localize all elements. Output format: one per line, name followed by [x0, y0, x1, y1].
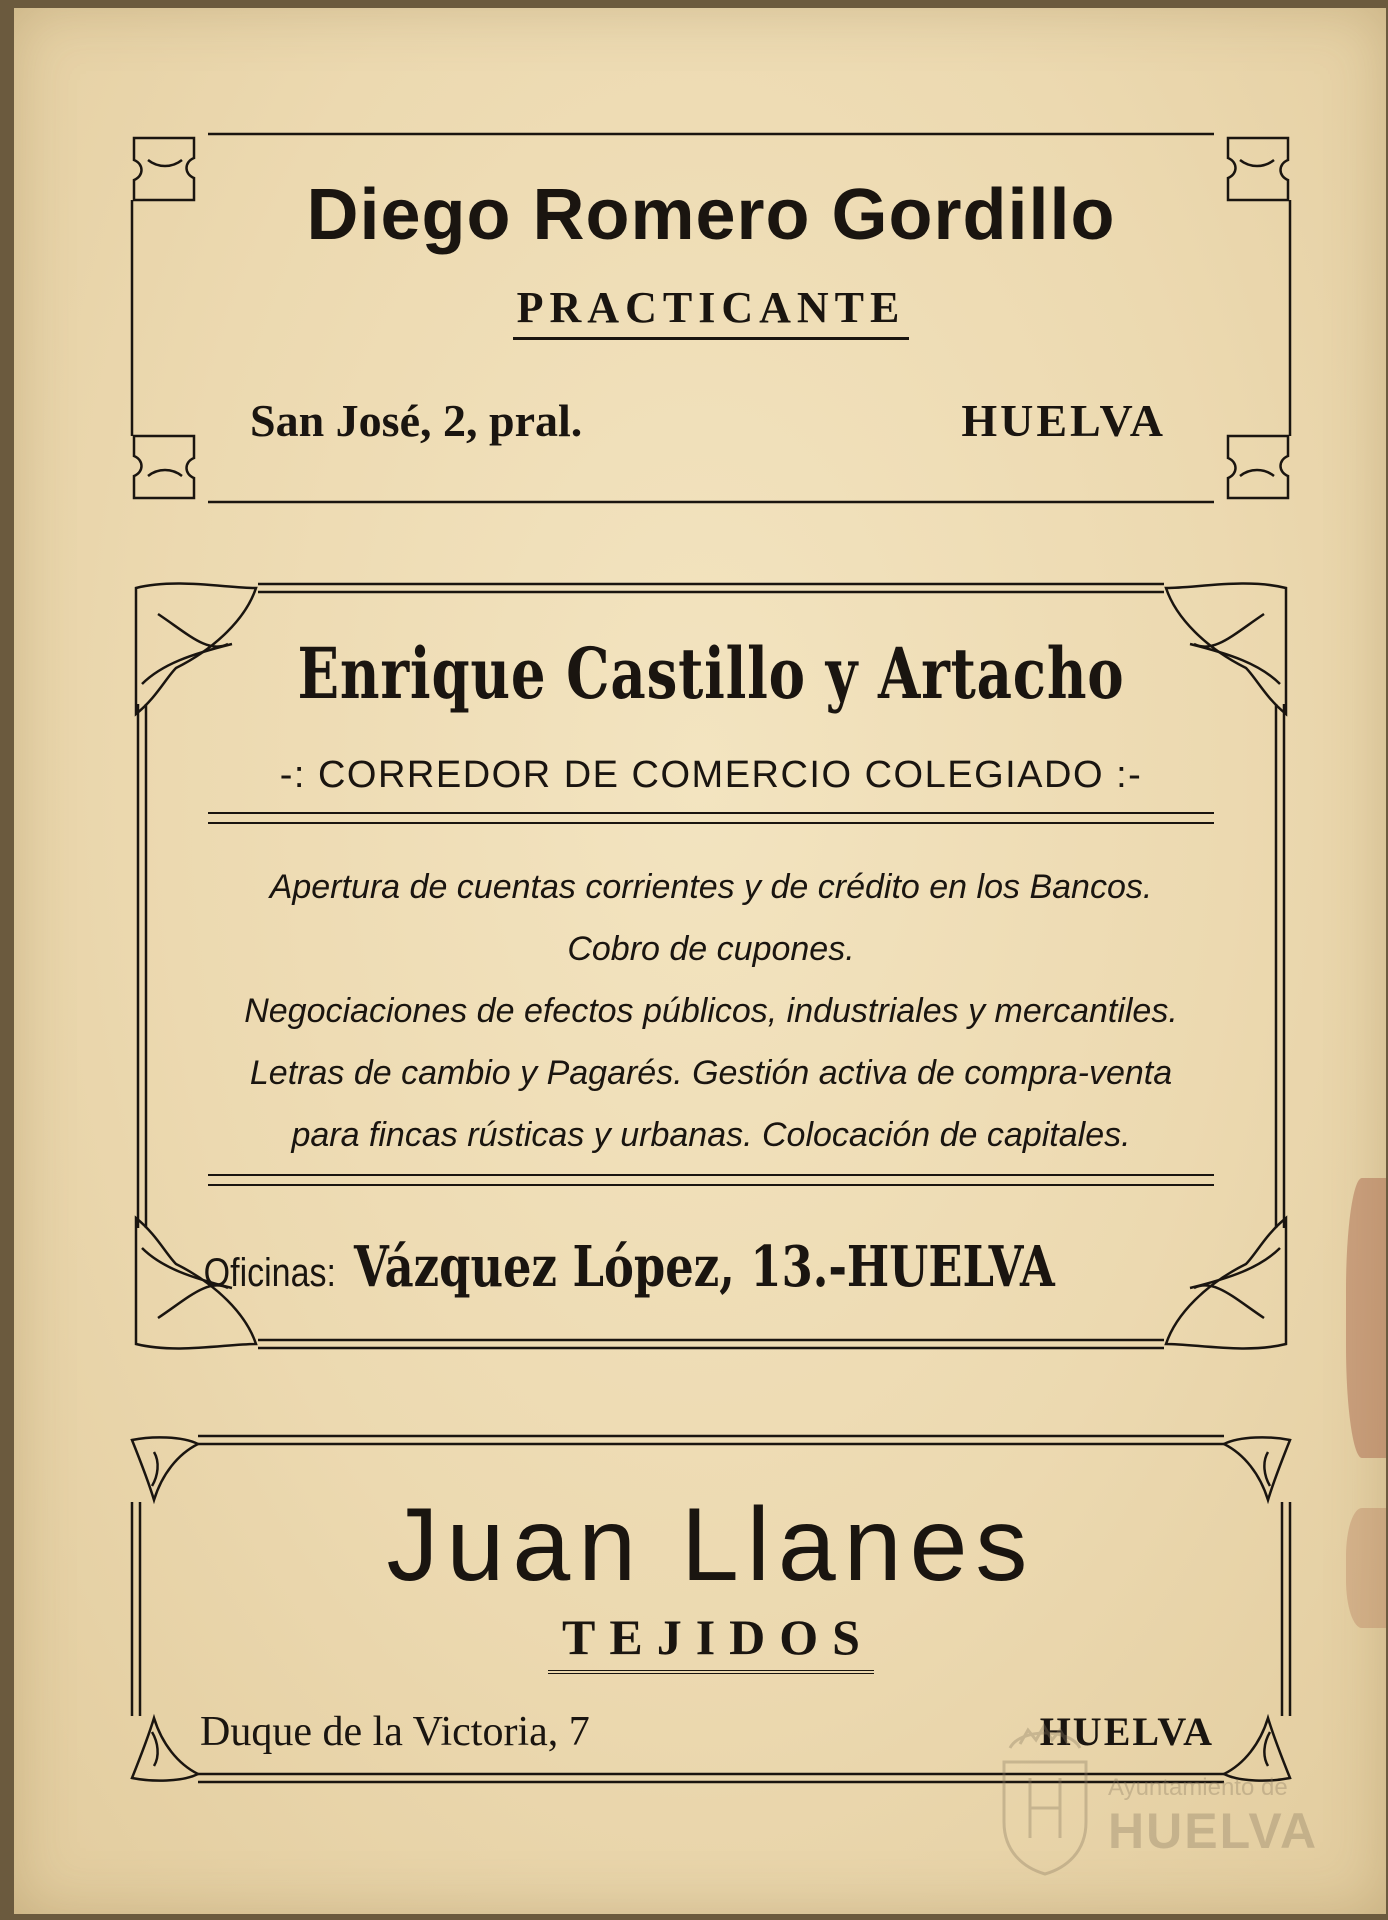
corner-flourish-icon [132, 1718, 198, 1781]
offices-address: Vázquez López, 13.-HUELVA [353, 1234, 1055, 1300]
corner-scroll-icon [134, 436, 194, 498]
service-line: Cobro de cupones. [567, 930, 855, 968]
divider-rule [208, 812, 1214, 824]
business-name: Enrique Castillo y Artacho [297, 632, 1125, 715]
paper-stain [1346, 1508, 1386, 1628]
profession-text: PRACTICANTE [513, 282, 910, 340]
service-line: Apertura de cuentas corrientes y de crédito en los Bancos. [269, 868, 1153, 906]
city-text: HUELVA [1039, 1709, 1214, 1754]
corner-leaf-icon [1166, 584, 1286, 714]
service-line: para fincas rústicas y urbanas. Colocación de capitales. [291, 1116, 1131, 1154]
archive-watermark [990, 1718, 1350, 1878]
corner-leaf-icon [136, 584, 256, 714]
corner-scroll-icon [1228, 436, 1288, 498]
trade-text: TEJIDOS [548, 1608, 874, 1674]
watermark-line2: HUELVA [1108, 1803, 1319, 1859]
ad-diego-romero [128, 130, 1294, 506]
divider-rule [208, 1174, 1214, 1186]
service-line: Letras de cambio y Pagarés. Gestión activa de compra-venta [249, 1054, 1173, 1092]
address-text: San José, 2, pral. [250, 395, 583, 446]
trade-label [128, 1608, 1294, 1674]
ad-enrique-castillo [128, 574, 1294, 1358]
business-name: Juan Llanes [386, 1487, 1036, 1603]
business-name: Diego Romero Gordillo [306, 175, 1116, 255]
watermark-line1: Ayuntamiento de [1108, 1774, 1288, 1801]
service-line: Negociaciones de efectos públicos, industriales y mercantiles. [244, 992, 1178, 1030]
paper-stain [1346, 1178, 1386, 1458]
coat-of-arms-icon [990, 1718, 1100, 1878]
profession-label [128, 282, 1294, 340]
services-list [128, 856, 1294, 1166]
offices-label: Oficinas: [203, 1251, 337, 1295]
profession-label: -: CORREDOR DE COMERCIO COLEGIADO :- [279, 754, 1143, 796]
city-text: HUELVA [961, 395, 1166, 446]
address-text: Duque de la Victoria, 7 [200, 1709, 590, 1755]
offices-line [128, 1234, 1294, 1300]
